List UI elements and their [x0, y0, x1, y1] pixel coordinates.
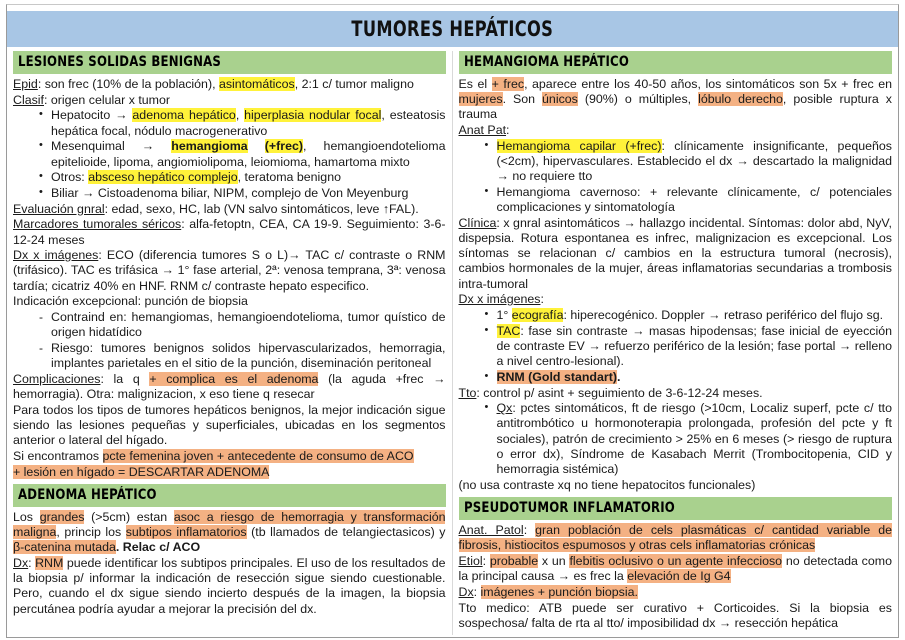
- heman-highlight-4: lóbulo derecho: [698, 92, 783, 107]
- document-sheet: [6, 4, 899, 638]
- heman-highlight-3: únicos: [542, 92, 578, 107]
- bullet-post: : fase sin contraste → masas hipodensas; fase inicial de eyección de contraste EV → refuerzo periférico de la lesión; fase portal → relleno a nivel centro-lesional).: [496, 323, 892, 369]
- pseudo-etiol-line: [459, 554, 893, 584]
- dx-imagenes-text: : ECO (diferencia tumores S o L)→ TAC c/ contraste o RNM (trifásico). TAC es trifásica → 1° fase arterial, 2ª: venosa temprana, 3ª: venosa tardía; cicatriz 40% en HNF. RNM c/ contraste hepato especifico.: [13, 248, 446, 293]
- adenoma-mid-3: (tb llamados de telangiectasicos) y: [246, 524, 446, 539]
- anat-pat-text: :: [506, 123, 510, 138]
- bullet-pre: Hepatocito →: [51, 108, 133, 123]
- epid-highlight: asintomáticos: [218, 77, 295, 91]
- list-item: [39, 170, 446, 185]
- complicaciones-label: Complicaciones: [13, 371, 101, 386]
- pseudo-etiol-label: Etiol: [458, 553, 483, 568]
- right-column: [453, 51, 899, 635]
- dx-imagenes-label: Dx x imágenes: [13, 248, 99, 263]
- page-title: TUMORES HEPÁTICOS: [351, 17, 554, 41]
- pseudo-anat-line: [459, 523, 893, 553]
- marcadores-line: [13, 217, 446, 247]
- list-item: [39, 186, 446, 201]
- list-item: - Riesgo: tumores benignos solidos hipervascularizados, hemorragia, implantes parietales en el sitio de la punción, diseminación peritoneal: [39, 341, 446, 371]
- clasif-bullet-list: [13, 108, 446, 201]
- bullet-post: : clínicamente insignificante, pequeños (<2cm), hipervasculares. Establecido el dx → descartado la malignidad → no requiere tto: [496, 138, 892, 184]
- bullet-highlight-1: TAC: [496, 323, 521, 338]
- adenoma-dx-line: [13, 556, 446, 617]
- si-encontramos-line: [13, 449, 446, 464]
- adenoma-highlight-3: subtipos inflamatorios: [125, 524, 247, 539]
- evaluacion-line: [13, 202, 446, 217]
- section-title: HEMANGIOMA HEPÁTICO: [463, 54, 629, 70]
- pseudo-etiol-mid-1: x un: [538, 553, 570, 568]
- si-pre: Si encontramos: [13, 448, 103, 463]
- section-header-adenoma-hepatico: [13, 484, 446, 507]
- list-item: [485, 308, 893, 323]
- heman-post: , posible ruptura x trauma: [458, 92, 892, 122]
- heman-highlight-1: + frec: [491, 77, 525, 91]
- tto-line: [459, 386, 893, 401]
- bullet-highlight-2: (+frec): [264, 139, 304, 154]
- pseudo-dx-label: Dx: [458, 584, 474, 599]
- clinica-text: : x gnral asintomáticos → hallazgo incidental. Síntomas: dolor abd, NyV, dispepsia. Rotura espontanea es infrec, malignizacion es excepcional. Los síntomas se relacionan c/ cambios en la estructura tumoral (necrosis), cambios hormonales de la mujer, áreas inflamatorias secundarias a trombosis intra-tumoral: [458, 215, 892, 291]
- section-title: PSEUDOTUMOR INFLAMATORIO: [463, 499, 675, 516]
- tto-bullet-list: [459, 401, 893, 477]
- dx-imagenes-line: [13, 248, 446, 294]
- si-highlight-2: + lesión en hígado = DESCARTAR ADENOMA: [13, 464, 270, 479]
- pseudo-dx-pre: :: [473, 584, 481, 599]
- tto-label: Tto: [458, 385, 477, 400]
- bullet-highlight-1: adenoma hepático: [132, 108, 236, 123]
- bullet-pre: Hemangioma cavernoso: + relevante clínicamente, c/ potenciales complicaciones y sintomatología: [496, 184, 892, 215]
- bullet-mid: ,: [235, 108, 245, 123]
- indicacion-dash-list: [13, 310, 446, 371]
- hemangioma-p1: [459, 77, 893, 123]
- qx-label: Qx: [496, 401, 513, 416]
- epid-text-2: , 2:1 c/ tumor maligno: [294, 77, 414, 91]
- pseudo-etiol-highlight-3: elevación de Ig G4: [627, 569, 731, 584]
- epid-text-1: : son frec (10% de la población),: [37, 77, 219, 91]
- adenoma-dx-label: Dx: [13, 555, 29, 570]
- dx-imagenes-bullet-list: [459, 308, 893, 385]
- complicaciones-highlight: + complica es el adenoma: [149, 371, 319, 386]
- pseudo-etiol-mid-2: no detectada como la principal causa → es frec la: [458, 553, 892, 584]
- epid-line: [13, 77, 446, 92]
- anat-pat-bullet-list: [459, 139, 893, 216]
- si-encontramos-line-2: [13, 465, 446, 480]
- section-header-lesiones-solidas-benignas: [13, 51, 446, 74]
- qx-text: : pctes sintomáticos, ft de riesgo (>10cm, Localiz superf, pcte c/ tto antitrombótico u hormonoterapia prolongada, profesión del pcte y ft sociales), patrón de crecimiento > 25% en 6 meses (> riesgo de ruptura o error dx), Síndrome de Kasabach Merrit (Trombocitopenia, CID y hemorragia sistémica): [496, 401, 892, 477]
- section-title: LESIONES SOLIDAS BENIGNAS: [18, 54, 222, 70]
- hemangioma-note: (no usa contraste xq no tiene hepatocitos funcionales): [458, 477, 756, 492]
- pseudo-tto-line: Tto medico: ATB puede ser curativo + Corticoides. Si la biopsia es sospechosa/ falta de rta al tto/ imposibilidad dx → resección hepática: [458, 600, 892, 630]
- adenoma-mid-2: , princip los: [56, 524, 126, 539]
- list-item: [39, 139, 446, 169]
- bullet-pre: Mesenquimal →: [51, 139, 172, 154]
- heman-mid-2: . Son: [502, 92, 543, 107]
- adenoma-pre: Los: [13, 509, 40, 524]
- complicaciones-pre: : la q: [100, 371, 150, 386]
- clinica-line: [459, 216, 893, 292]
- clasif-label: Clasif: [13, 92, 44, 107]
- list-item: [485, 370, 893, 385]
- adenoma-highlight-1: grandes: [39, 509, 85, 524]
- adenoma-highlight-4: β-catenina mutada: [13, 540, 116, 555]
- list-item: [485, 324, 893, 370]
- marcadores-text: : alfa-fetoptn, CEA, CA 19-9. Seguimiento: 3-6-12-24 meses: [13, 217, 446, 247]
- bullet-pre: Otros:: [51, 170, 89, 185]
- heman-mid-3: (90%) o múltiples,: [577, 92, 699, 107]
- complicaciones-post: (la aguda +frec → hemorragia). Otra: malignizacion, x eso tiene q resecar: [13, 371, 446, 402]
- indicacion-line: Indicación excepcional: punción de biopsia: [13, 294, 248, 309]
- heman-highlight-2: mujeres: [458, 92, 503, 107]
- bullet-highlight-1: hemangioma: [171, 139, 248, 154]
- evaluacion-label: Evaluación gnral: [13, 201, 105, 216]
- heman-mid-1: , aparece entre los 40-50 años, los sintomáticos son 5x + frec en: [524, 77, 892, 91]
- document-title-banner: [7, 11, 898, 47]
- bullet-highlight-bold: RNM (Gold standart): [496, 369, 617, 384]
- clinica-label: Clínica: [458, 215, 497, 230]
- adenoma-dx-pre: :: [28, 555, 36, 570]
- bullet-post: , teratoma benigno: [237, 170, 341, 185]
- adenoma-highlight-2: asoc a riesgo de hemorragia y transformación maligna: [13, 509, 446, 539]
- pseudo-anat-highlight: gran población de cels plasmáticas c/ cantidad variable de fibrosis, histiocitos espumosos y otras cels inflamatorias crónicas: [458, 522, 892, 553]
- heman-pre: Es el: [458, 77, 492, 91]
- bullet-post: : hiperecogénico. Doppler → retraso periférico del flujo sg.: [563, 308, 884, 323]
- pseudo-etiol-highlight-1: probable: [489, 553, 539, 568]
- pseudo-dx-line: [459, 585, 893, 600]
- adenoma-mid-1: (>5cm) estan: [84, 509, 174, 524]
- adenoma-dx-post: puede identificar los subtipos principales. El uso de los resultados de la biopsia p/ informar la indicación de resección sigue siendo cuestionable. Pero, cuando el dx sigue siendo incierto después de la imagen, la biopsia percutánea podría ayudar a mejorar la precisión del dx.: [13, 555, 446, 616]
- dx-imagenes-right-line: [459, 292, 893, 307]
- complicaciones-line: [13, 372, 446, 402]
- bullet-post: , hemangioendotelioma epitelioide, lipoma, angiomiolipoma, leiomioma, hamartoma mixto: [51, 139, 446, 169]
- section-header-pseudotumor-inflamatorio: [459, 497, 893, 520]
- clasif-line: [13, 93, 446, 108]
- bullet-pre: 1°: [496, 308, 512, 323]
- bullet-pre: Biliar → Cistoadenoma biliar, NIPM, complejo de Von Meyenburg: [51, 185, 409, 200]
- pseudo-anat-label: Anat. Patol: [458, 522, 524, 537]
- list-item: [485, 139, 893, 185]
- epid-label: Epid: [13, 77, 38, 91]
- para-todos-line: Para todos los tipos de tumores hepáticos benignos, la mejor indicación sigue siendo las lesiones pequeñas y superficiales, ubicadas en los segmentos anterior o lateral del hígado.: [13, 402, 446, 448]
- section-title: ADENOMA HEPÁTICO: [18, 486, 157, 503]
- pseudo-etiol-pre: :: [482, 553, 490, 568]
- list-item: [39, 108, 446, 138]
- section-header-hemangioma-hepatico: [459, 51, 893, 74]
- list-item: [485, 185, 893, 215]
- bullet-highlight-1: absceso hepático complejo: [88, 170, 238, 185]
- anat-pat-line: [459, 123, 893, 138]
- bullet-highlight-1: Hemangioma capilar (+frec): [496, 138, 662, 153]
- evaluacion-text: : edad, sexo, HC, lab (VN salvo sintomáticos, leve ↑FAL).: [104, 201, 419, 216]
- adenoma-bold: . Relac c/ ACO: [115, 540, 201, 555]
- si-highlight-1: pcte femenina joven + antecedente de consumo de ACO: [102, 448, 414, 463]
- clasif-text: : origen celular x tumor: [43, 92, 171, 107]
- pseudo-etiol-highlight-2: flebitis oclusivo o un agente infeccioso: [569, 553, 783, 568]
- bullet-highlight-2: hiperplasia nodular focal: [244, 108, 382, 123]
- bullet-mid: [248, 139, 265, 153]
- two-column-layout: [7, 47, 898, 635]
- marcadores-label: Marcadores tumorales séricos: [13, 217, 182, 232]
- adenoma-p1: [13, 510, 446, 556]
- dx-imagenes-label: Dx x imágenes: [458, 292, 541, 307]
- left-column: [7, 51, 453, 635]
- list-item: [485, 401, 893, 477]
- bullet-post: , esteatosis hepática focal, nódulo macrogenerativo: [51, 108, 446, 138]
- anat-pat-label: Anat Pat: [458, 123, 507, 138]
- list-item: - Contraind en: hemangiomas, hemangioendotelioma, tumor quístico de origen hidatídico: [39, 310, 446, 340]
- dx-imagenes-text: :: [540, 292, 544, 307]
- adenoma-dx-highlight: RNM: [35, 555, 64, 570]
- pseudo-anat-pre: :: [523, 522, 536, 537]
- tto-text: : control p/ asint + seguimiento de 3-6-12-24 meses.: [476, 385, 763, 400]
- bullet-post: .: [616, 369, 621, 384]
- pseudo-dx-highlight: imágenes + punción biopsia.: [480, 584, 638, 599]
- bullet-highlight-1: ecografía: [511, 308, 564, 323]
